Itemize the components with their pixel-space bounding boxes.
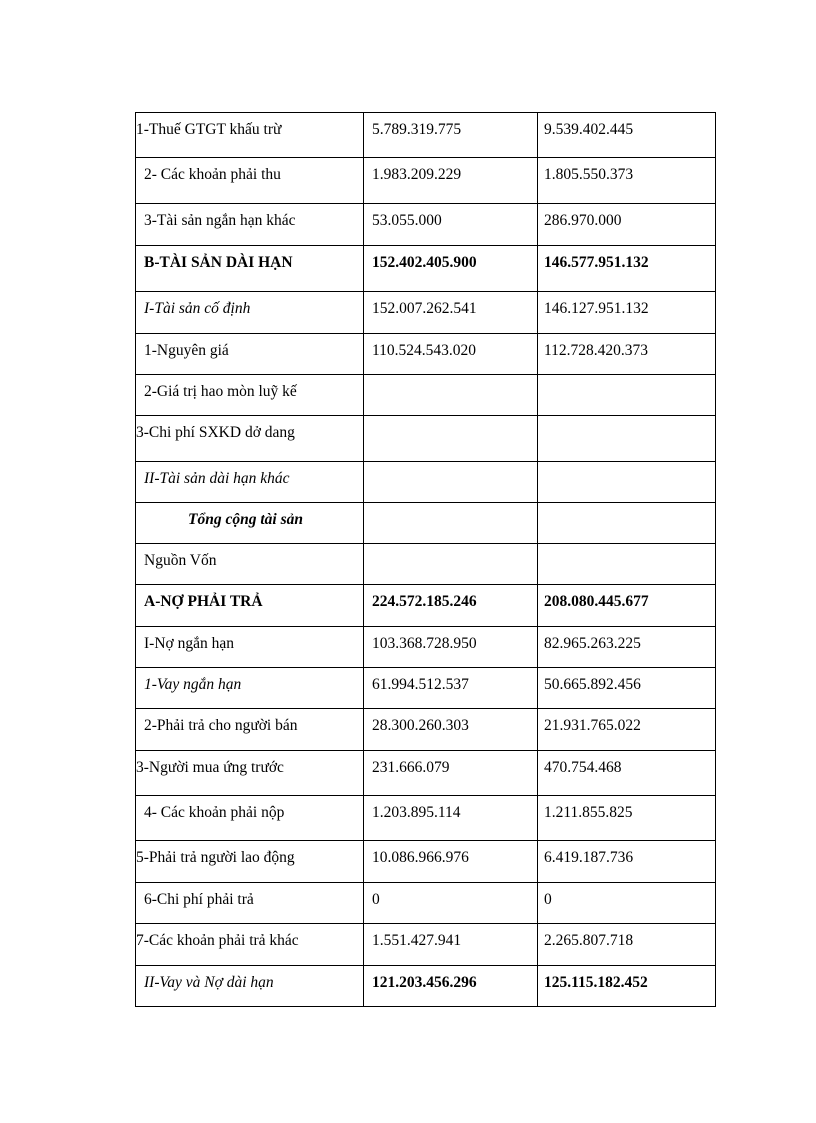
row-label: Nguồn Vốn (135, 544, 363, 584)
row-label: II-Vay và Nợ dài hạn (135, 966, 363, 1006)
value-col-2: 2.265.807.718 (537, 924, 716, 965)
value-col-2: 146.127.951.132 (537, 292, 716, 333)
row-label: 1-Thuế GTGT khấu trừ (135, 113, 363, 157)
value-col-2: 0 (537, 883, 716, 923)
table-row (135, 461, 716, 502)
table-row (135, 203, 716, 245)
table-row (135, 795, 716, 840)
row-label: 2-Giá trị hao mòn luỹ kế (135, 375, 363, 415)
row-label: 5-Phải trả người lao động (135, 841, 363, 882)
value-col-1: 231.666.079 (363, 751, 537, 795)
value-col-1: 1.551.427.941 (363, 924, 537, 965)
row-label: I-Nợ ngắn hạn (135, 627, 363, 667)
table-row (135, 667, 716, 708)
value-col-1: 152.007.262.541 (363, 292, 537, 333)
row-label: A-NỢ PHẢI TRẢ (135, 585, 363, 626)
balance-sheet-table (135, 112, 716, 1007)
row-label: 2- Các khoản phải thu (135, 158, 363, 203)
value-col-1 (363, 416, 537, 461)
table-row (135, 882, 716, 923)
row-label: Tổng cộng tài sản (135, 503, 363, 543)
row-label: 7-Các khoản phải trả khác (135, 924, 363, 965)
table-row (135, 840, 716, 882)
value-col-1: 152.402.405.900 (363, 246, 537, 291)
value-col-2 (537, 544, 716, 584)
table-row (135, 415, 716, 461)
value-col-2: 21.931.765.022 (537, 709, 716, 750)
row-label: 2-Phải trả cho người bán (135, 709, 363, 750)
row-label: 3-Tài sản ngắn hạn khác (135, 204, 363, 245)
value-col-2: 9.539.402.445 (537, 113, 716, 157)
value-col-2: 6.419.187.736 (537, 841, 716, 882)
table-row (135, 708, 716, 750)
value-col-1 (363, 544, 537, 584)
value-col-2 (537, 503, 716, 543)
value-col-2: 208.080.445.677 (537, 585, 716, 626)
row-label: 3-Người mua ứng trước (135, 751, 363, 795)
row-label: I-Tài sản cố định (135, 292, 363, 333)
table-row (135, 374, 716, 415)
value-col-1: 224.572.185.246 (363, 585, 537, 626)
value-col-1: 61.994.512.537 (363, 668, 537, 708)
value-col-1: 1.983.209.229 (363, 158, 537, 203)
value-col-1: 53.055.000 (363, 204, 537, 245)
row-label: 1-Nguyên giá (135, 334, 363, 374)
table-row (135, 965, 716, 1007)
row-label: 4- Các khoản phải nộp (135, 796, 363, 840)
value-col-2: 82.965.263.225 (537, 627, 716, 667)
value-col-1: 110.524.543.020 (363, 334, 537, 374)
row-label: B-TÀI SẢN DÀI HẠN (135, 246, 363, 291)
value-col-2: 470.754.468 (537, 751, 716, 795)
value-col-2: 286.970.000 (537, 204, 716, 245)
row-label: 6-Chi phí phải trả (135, 883, 363, 923)
value-col-2: 50.665.892.456 (537, 668, 716, 708)
table-row (135, 626, 716, 667)
table-row (135, 750, 716, 795)
value-col-2: 1.805.550.373 (537, 158, 716, 203)
table-row (135, 923, 716, 965)
table-row (135, 291, 716, 333)
table-row (135, 584, 716, 626)
table-row (135, 333, 716, 374)
value-col-2: 1.211.855.825 (537, 796, 716, 840)
value-col-2 (537, 462, 716, 502)
row-label: 1-Vay ngắn hạn (135, 668, 363, 708)
value-col-1 (363, 375, 537, 415)
value-col-1 (363, 503, 537, 543)
value-col-2: 125.115.182.452 (537, 966, 716, 1006)
table-row (135, 245, 716, 291)
value-col-1: 121.203.456.296 (363, 966, 537, 1006)
value-col-2 (537, 416, 716, 461)
value-col-1: 10.086.966.976 (363, 841, 537, 882)
table-row (135, 112, 716, 157)
value-col-1 (363, 462, 537, 502)
table-row (135, 157, 716, 203)
value-col-2: 146.577.951.132 (537, 246, 716, 291)
table-row (135, 543, 716, 584)
value-col-2 (537, 375, 716, 415)
row-label: 3-Chi phí SXKD dở dang (135, 416, 363, 461)
value-col-1: 0 (363, 883, 537, 923)
value-col-2: 112.728.420.373 (537, 334, 716, 374)
value-col-1: 1.203.895.114 (363, 796, 537, 840)
table-row (135, 502, 716, 543)
row-label: II-Tài sản dài hạn khác (135, 462, 363, 502)
value-col-1: 28.300.260.303 (363, 709, 537, 750)
value-col-1: 5.789.319.775 (363, 113, 537, 157)
value-col-1: 103.368.728.950 (363, 627, 537, 667)
